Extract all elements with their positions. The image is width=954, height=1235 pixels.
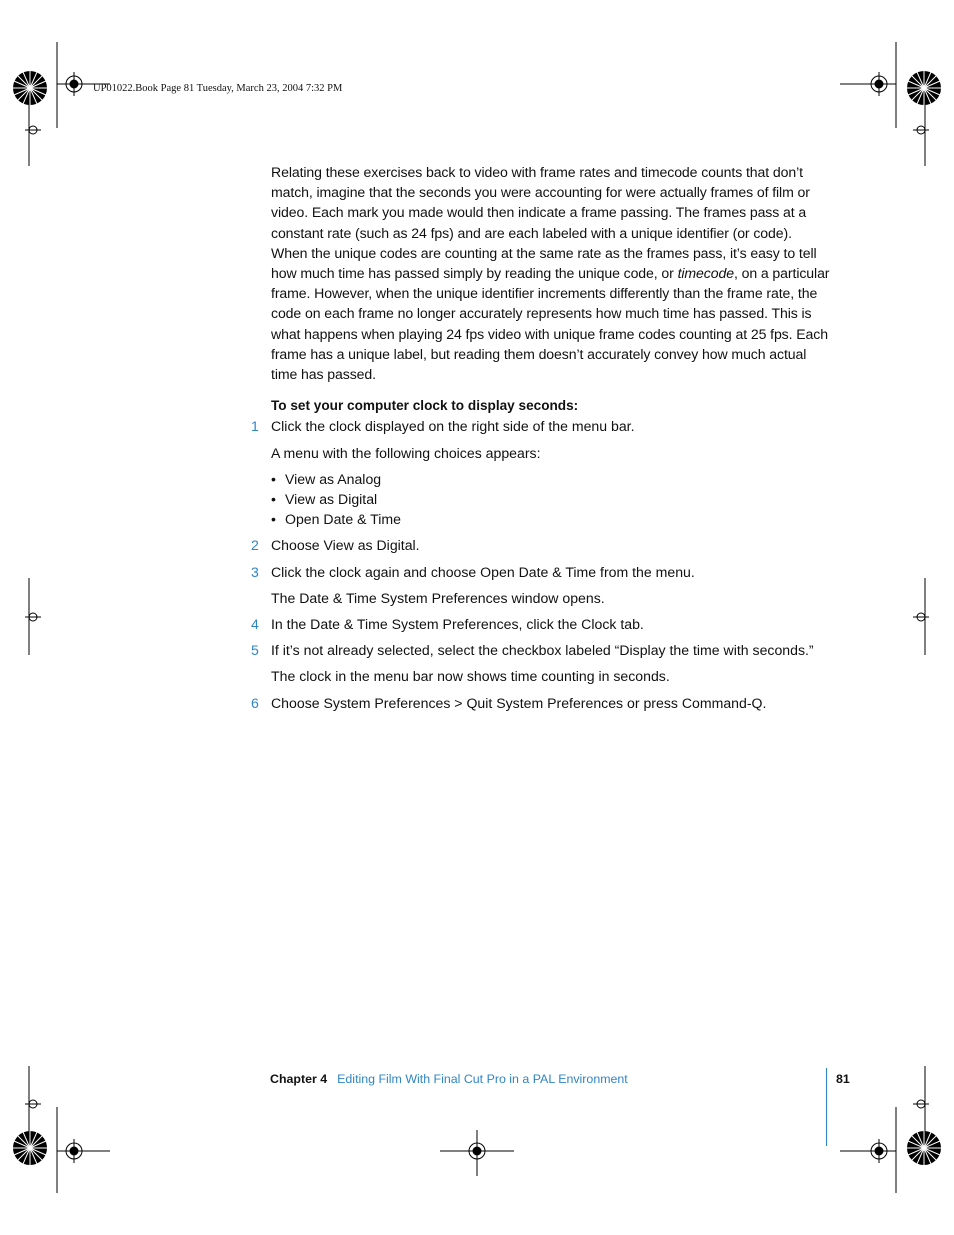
menu-choice-label: View as Analog	[285, 470, 382, 487]
step-5	[251, 640, 831, 660]
step-number: 6	[251, 694, 259, 711]
step-text: Choose System Preferences > Quit System Preferences or press Command-Q.	[271, 694, 767, 711]
intro-emphasis: timecode	[677, 265, 734, 282]
step-3	[251, 562, 831, 582]
list-item	[271, 469, 831, 489]
chapter-label: Chapter 4	[270, 1072, 328, 1086]
list-item	[271, 489, 831, 509]
intro-text-after: , on a particular frame. However, when the unique identifier increments differently than the frame rate, the code on each frame no longer accurately represents how much time has passed. This is what happens when playing 24 fps video with unique frame codes counting at 25 fps. Each frame has a unique label, but reading them doesn’t accurately convey how much actual time has passed.	[271, 265, 830, 383]
print-slug: UP01022.Book Page 81 Tuesday, March 23, 2004 7:32 PM	[93, 83, 343, 94]
footer-divider	[826, 1068, 827, 1146]
registration-target-bottom-left	[62, 1139, 86, 1163]
step-6	[251, 693, 831, 713]
bullet: •	[271, 491, 276, 508]
step-number: 5	[251, 642, 259, 659]
page-footer	[270, 1072, 628, 1086]
step-1	[251, 416, 831, 436]
intro-paragraph	[271, 162, 831, 384]
step-5-result: The clock in the menu bar now shows time counting in seconds.	[271, 668, 670, 685]
chapter-title: Editing Film With Final Cut Pro in a PAL Environment	[337, 1072, 628, 1086]
page-number: 81	[836, 1072, 850, 1086]
starburst-bottom-left	[13, 1131, 47, 1165]
bullet: •	[271, 470, 276, 487]
registration-target-bottom-right	[867, 1139, 891, 1163]
step-text: Click the clock displayed on the right side of the menu bar.	[271, 418, 635, 435]
starburst-bottom-right	[907, 1131, 941, 1165]
bullet: •	[271, 511, 276, 528]
starburst-top-right	[907, 71, 941, 105]
task-heading: To set your computer clock to display seconds:	[271, 398, 579, 414]
step-number: 3	[251, 563, 259, 580]
step-text: In the Date & Time System Preferences, click the Clock tab.	[271, 616, 644, 633]
step-text: Choose View as Digital.	[271, 537, 420, 554]
menu-choices-list	[271, 469, 831, 530]
menu-choice-label: Open Date & Time	[285, 511, 401, 528]
menu-choice-label: View as Digital	[285, 491, 378, 508]
list-item	[271, 509, 831, 529]
page-body	[251, 162, 831, 713]
step-number: 2	[251, 537, 259, 554]
step-number: 1	[251, 418, 259, 435]
step-2	[251, 535, 831, 555]
step-4	[251, 614, 831, 634]
intro-text-before: Relating these exercises back to video with frame rates and timecode counts that don’t match, imagine that the seconds you were accounting for were actually frames of film or video. Each mark you made would then indicate a frame passing. The frames pass at a constant rate (such as 24 fps) and are each labeled with a unique identifier (or code). When the unique codes are counting at the same rate as the frames pass, it’s easy to tell how much time has passed simply by reading the unique code, or	[271, 164, 817, 282]
step-text: If it’s not already selected, select the checkbox labeled “Display the time with seconds.”	[271, 642, 814, 659]
step-text: Click the clock again and choose Open Date & Time from the menu.	[271, 563, 695, 580]
registration-target-top-right	[867, 72, 891, 96]
registration-target-top-left	[62, 72, 86, 96]
starburst-top-left	[13, 71, 47, 105]
step-number: 4	[251, 616, 259, 633]
step-1-result: A menu with the following choices appears:	[271, 444, 541, 461]
step-3-result: The Date & Time System Preferences window opens.	[271, 589, 605, 606]
